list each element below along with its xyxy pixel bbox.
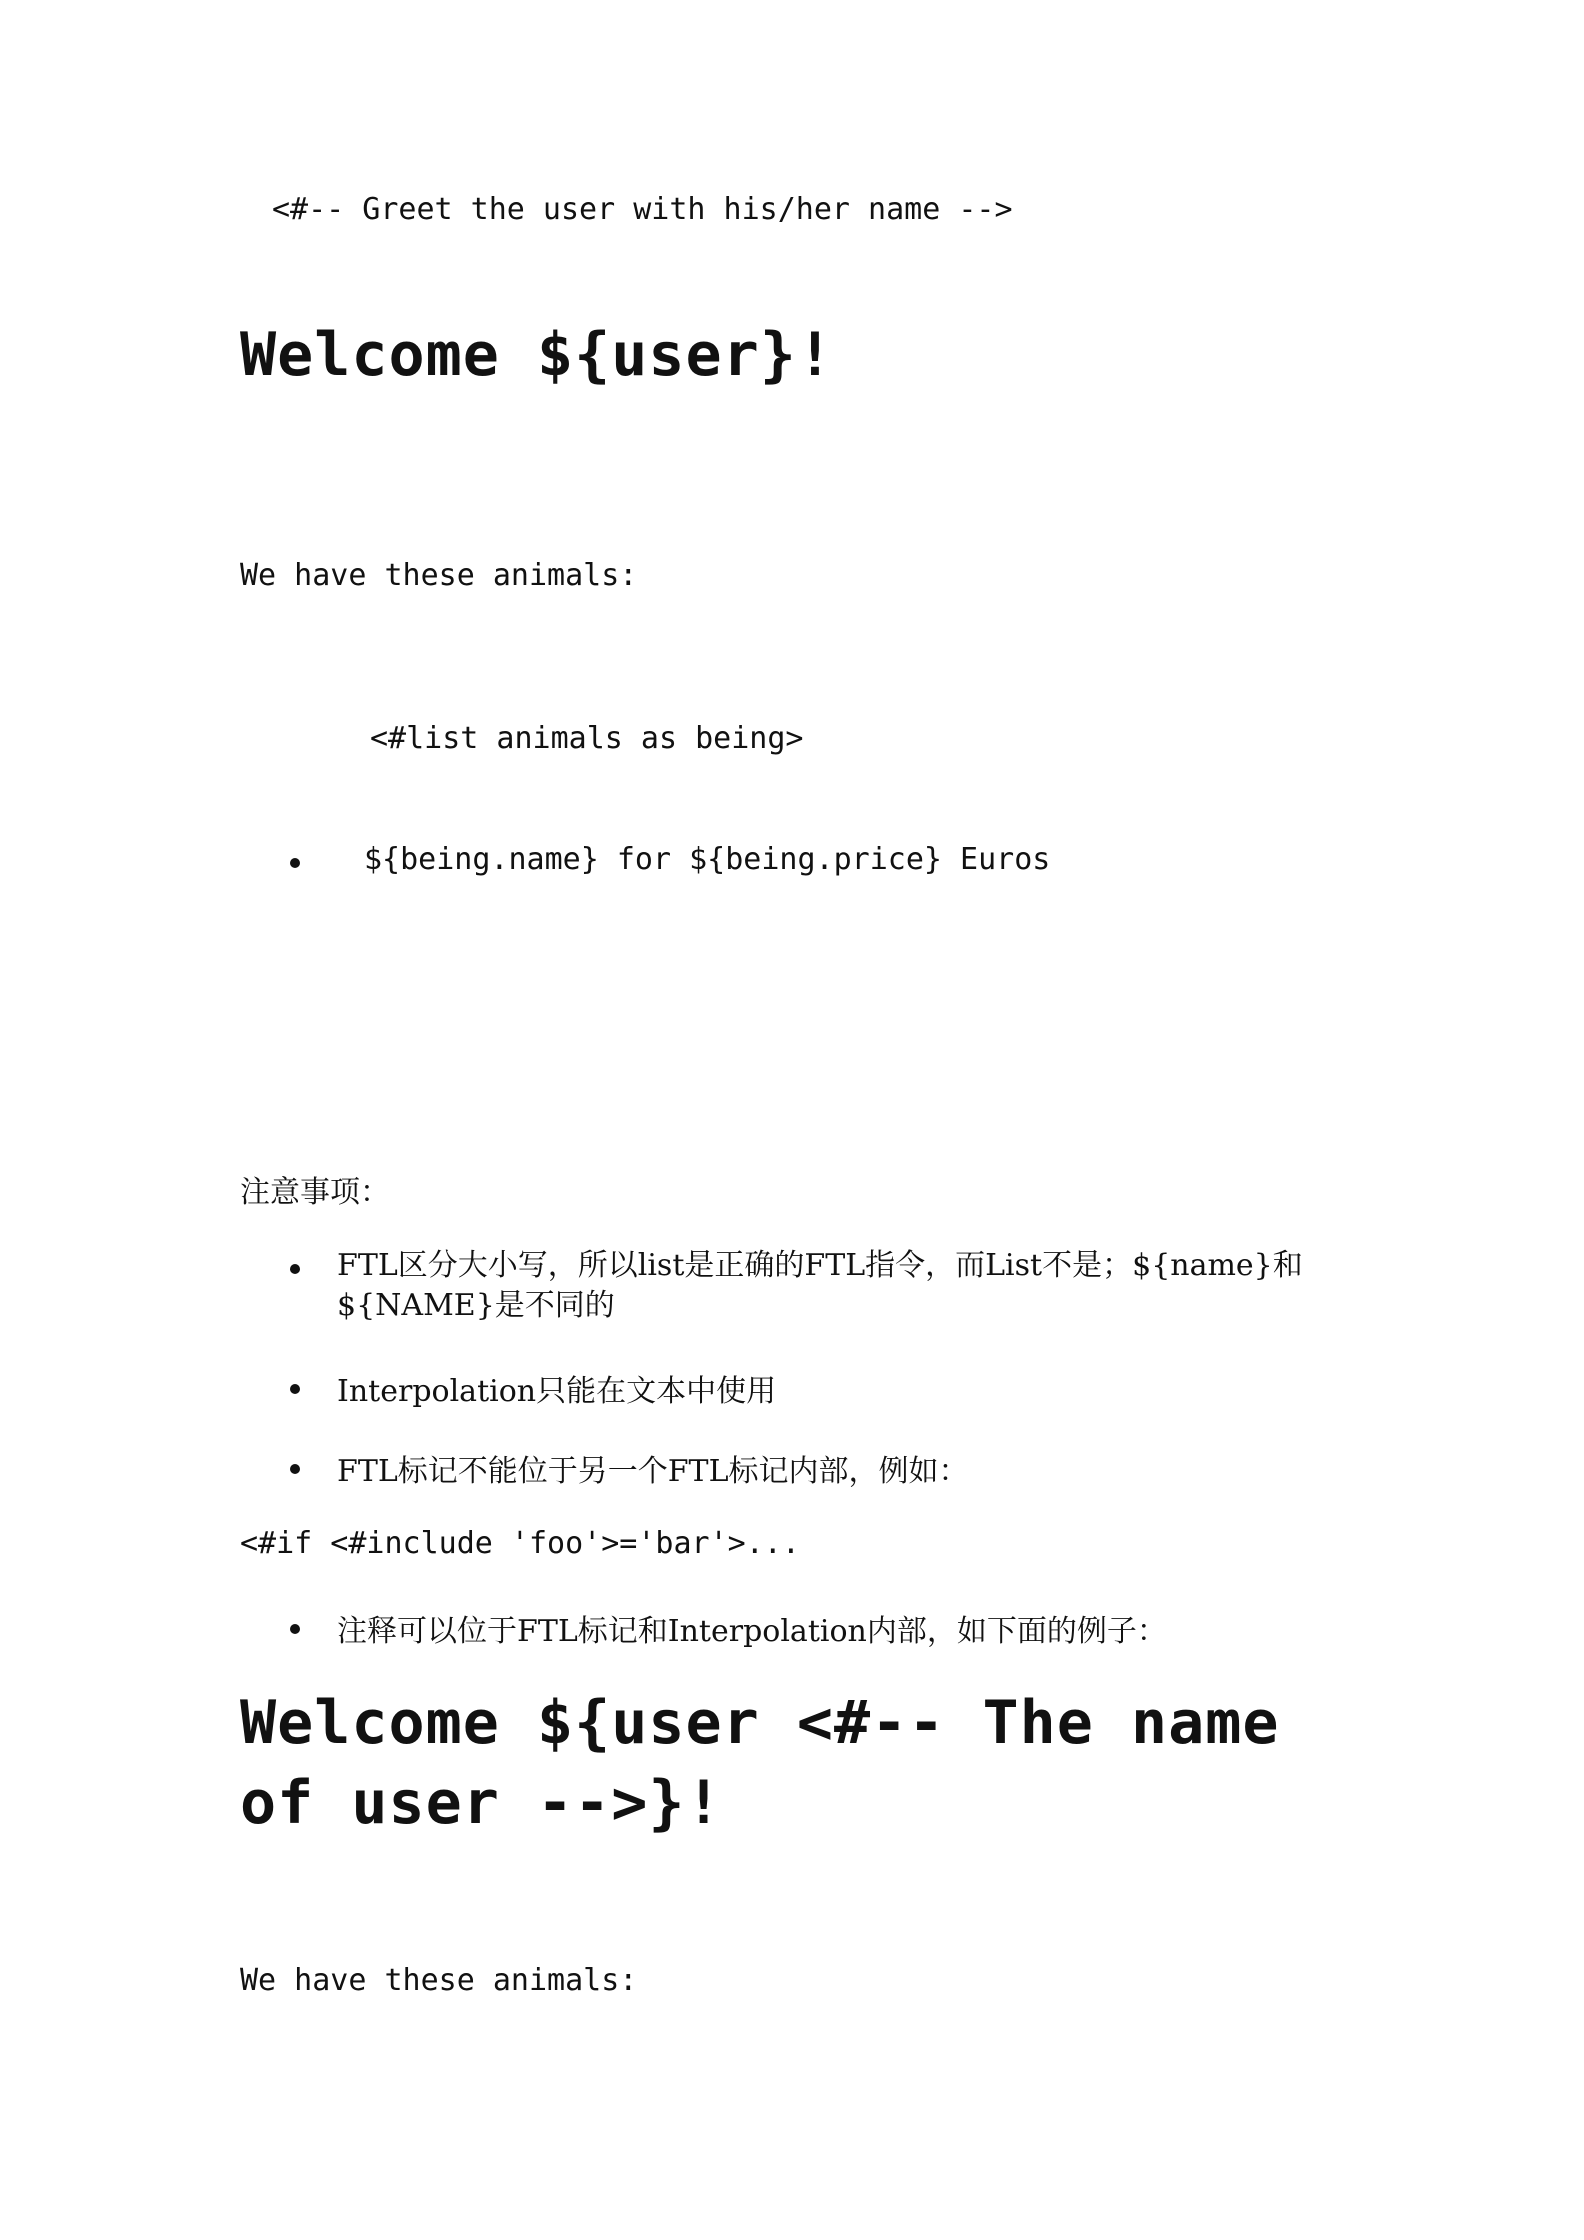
note-item: Interpolation只能在文本中使用 <box>337 1374 777 1409</box>
list-directive: <#list animals as being> <box>370 721 804 756</box>
welcome-heading-with-comment: Welcome ${user <#-- The name of user -->}! <box>240 1688 1280 1838</box>
animals-paragraph: We have these animals: <box>240 1963 638 1998</box>
bullet-icon <box>290 1624 300 1634</box>
bullet-icon <box>290 1384 300 1394</box>
animals-paragraph: We have these animals: <box>240 558 638 593</box>
template-comment: <#-- Greet the user with his/her name --> <box>272 192 1013 227</box>
note-item: FTL区分大小写，所以list是正确的FTL指令，而List不是；${name}和${NAME}是不同的 <box>337 1248 1303 1323</box>
code-example: <#if <#include 'foo'>='bar'>... <box>240 1526 800 1561</box>
note-item: 注释可以位于FTL标记和Interpolation内部，如下面的例子： <box>337 1614 1167 1649</box>
note-item: FTL标记不能位于另一个FTL标记内部，例如： <box>337 1454 969 1489</box>
notes-title: 注意事项： <box>240 1175 390 1210</box>
list-item: ${being.name} for ${being.price} Euros <box>364 842 1051 877</box>
bullet-icon <box>290 1264 300 1274</box>
welcome-heading: Welcome ${user}! <box>240 320 834 390</box>
bullet-icon <box>290 1464 300 1474</box>
bullet-icon <box>290 858 300 868</box>
